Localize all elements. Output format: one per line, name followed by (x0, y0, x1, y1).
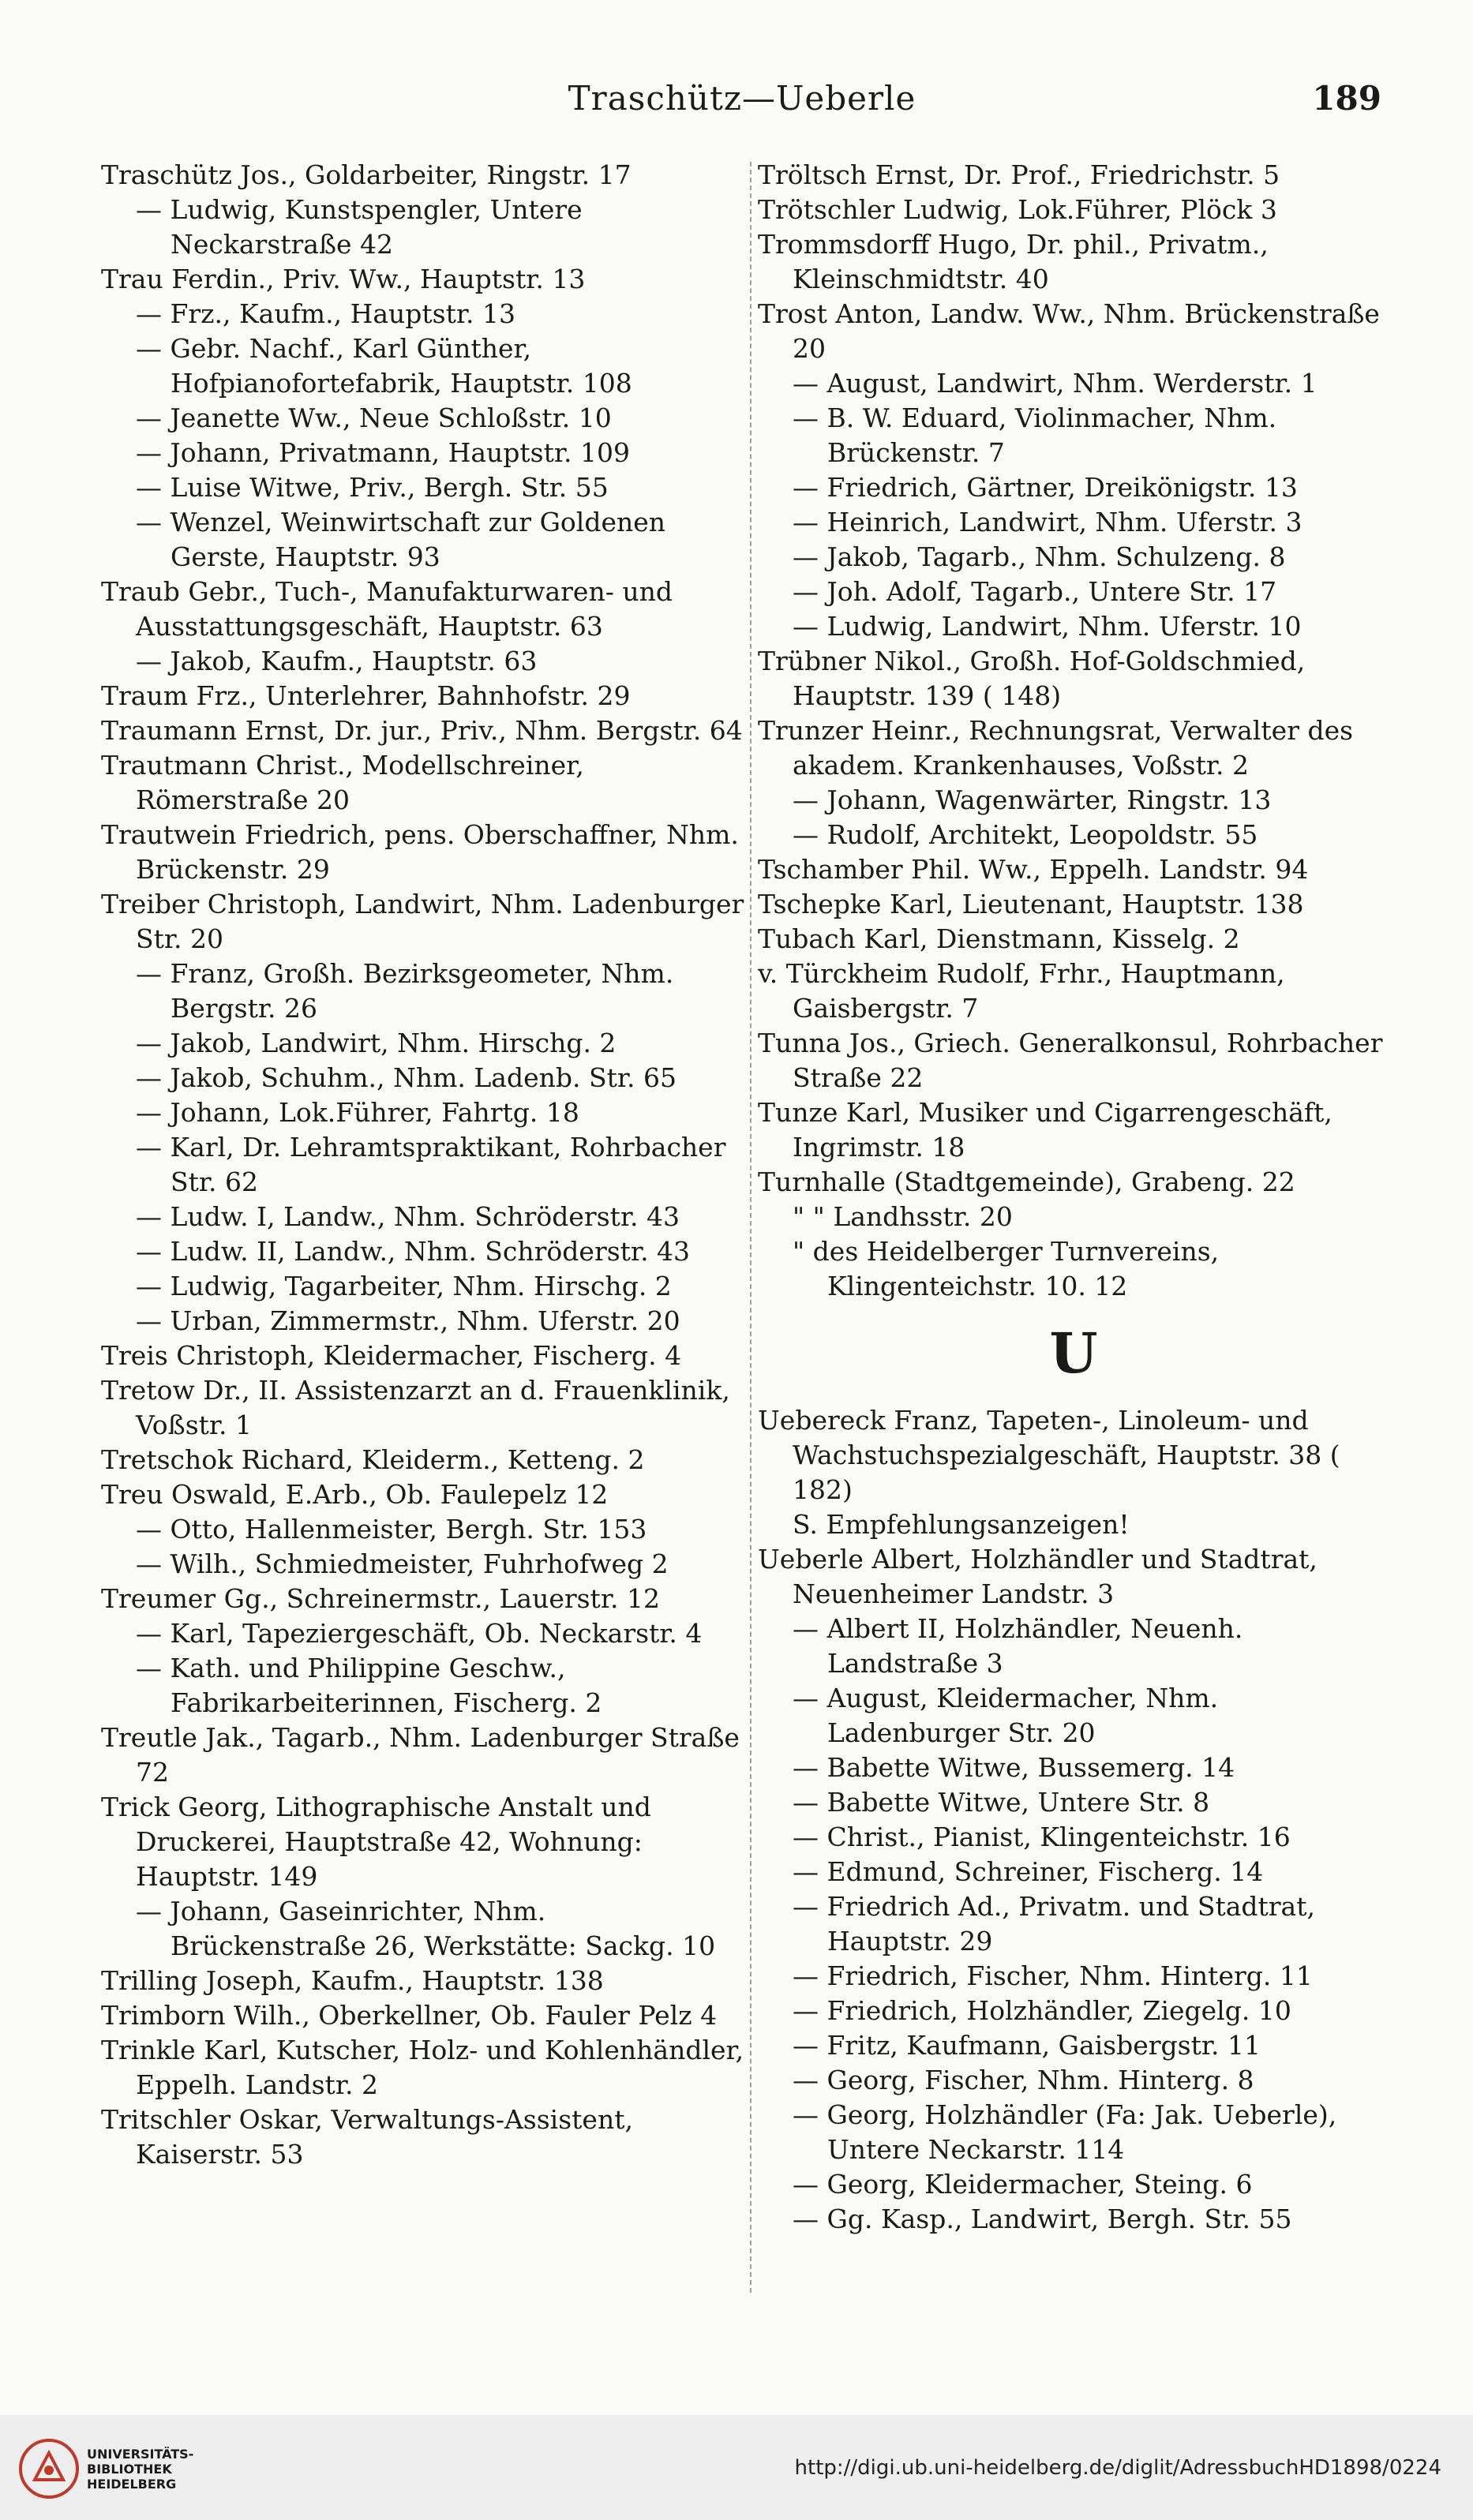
university-seal-icon (17, 2437, 81, 2500)
directory-entry (101, 957, 748, 1026)
entry-text: — Gg. Kasp., Landwirt, Bergh. Str. 55 (793, 2204, 1292, 2234)
directory-entry (758, 470, 1389, 505)
entry-text: Trau Ferdin., Priv. Ww., Hauptstr. 13 (101, 264, 586, 294)
directory-entry (758, 227, 1389, 297)
directory-entry (101, 331, 748, 401)
directory-entry (758, 1820, 1389, 1855)
directory-entry (758, 401, 1389, 470)
directory-entry (101, 2102, 748, 2172)
directory-entry (101, 193, 748, 262)
page-header (103, 79, 1381, 134)
entry-text: Tröltsch Ernst, Dr. Prof., Friedrichstr. 5 (758, 159, 1280, 190)
entry-text: " " Landhsstr. 20 (793, 1201, 1013, 1232)
entry-text: — Karl, Dr. Lehramtspraktikant, Rohrbacher Str. 62 (136, 1132, 726, 1197)
entry-text: Treutle Jak., Tagarb., Nhm. Ladenburger Straße 72 (101, 1722, 740, 1788)
directory-entry (758, 540, 1389, 575)
entry-text: — Ludw. II, Landw., Nhm. Schröderstr. 43 (136, 1236, 691, 1267)
directory-entry (101, 505, 748, 575)
entry-text: — Friedrich Ad., Privatm. und Stadtrat, Hauptstr. 29 (793, 1891, 1315, 1956)
directory-entry (101, 1061, 748, 1095)
entry-text: Trost Anton, Landw. Ww., Nhm. Brückenstraße 20 (758, 298, 1380, 364)
entry-text: Treumer Gg., Schreinermstr., Lauerstr. 12 (101, 1583, 660, 1614)
entry-text: Traum Frz., Unterlehrer, Bahnhofstr. 29 (101, 680, 631, 711)
entry-text: Turnhalle (Stadtgemeinde), Grabeng. 22 (758, 1166, 1295, 1197)
entry-text: — Ludwig, Kunstspengler, Untere Neckarstraße 42 (136, 194, 583, 260)
entry-text: — Babette Witwe, Untere Str. 8 (793, 1787, 1210, 1818)
directory-entry (101, 1443, 748, 1477)
entry-text: — Georg, Holzhändler (Fa: Jak. Ueberle), Untere Neckarstr. 114 (793, 2099, 1337, 2165)
entry-text: Treu Oswald, E.Arb., Ob. Faulepelz 12 (101, 1479, 609, 1510)
directory-entry (758, 1403, 1389, 1507)
directory-entry (101, 1964, 748, 1998)
entry-text: — Rudolf, Architekt, Leopoldstr. 55 (793, 819, 1258, 850)
directory-entry (758, 1234, 1389, 1304)
entry-text: — Friedrich, Gärtner, Dreikönigstr. 13 (793, 472, 1298, 503)
directory-entry (758, 1507, 1389, 1542)
directory-entry (101, 2033, 748, 2102)
entry-text: Tunze Karl, Musiker und Cigarrengeschäft, Ingrimstr. 18 (758, 1097, 1332, 1163)
entry-text: — Edmund, Schreiner, Fischerg. 14 (793, 1856, 1264, 1887)
directory-entry (758, 1994, 1389, 2028)
source-url[interactable]: http://digi.ub.uni-heidelberg.de/diglit/AdressbuchHD1898/0224 (794, 2456, 1441, 2480)
column-divider (750, 162, 751, 2293)
right-column (758, 158, 1389, 2237)
directory-entry (101, 1998, 748, 2033)
entry-text: — Georg, Fischer, Nhm. Hinterg. 8 (793, 2065, 1254, 2095)
directory-entry (101, 1234, 748, 1269)
entry-text: Trommsdorff Hugo, Dr. phil., Privatm., Kleinschmidtstr. 40 (758, 229, 1269, 294)
directory-entry (758, 505, 1389, 540)
footer-bar (0, 2415, 1473, 2520)
entry-text: Treiber Christoph, Landwirt, Nhm. Ladenburger Str. 20 (101, 889, 744, 954)
entry-text: S. Empfehlungsanzeigen! (793, 1509, 1130, 1540)
right-column-t-entries (758, 158, 1389, 1304)
directory-entry (101, 1339, 748, 1373)
entry-text: Tritschler Oskar, Verwaltungs-Assistent, Kaiserstr. 53 (101, 2104, 633, 2170)
entry-text: — Albert II, Holzhändler, Neuenh. Landstraße 3 (793, 1613, 1243, 1679)
directory-entry (101, 1582, 748, 1616)
entry-text: Tubach Karl, Dienstmann, Kisselg. 2 (758, 923, 1240, 954)
directory-entry (758, 818, 1389, 852)
entry-text: — Wilh., Schmiedmeister, Fuhrhofweg 2 (136, 1548, 669, 1579)
directory-entry (758, 1165, 1389, 1200)
entry-text: — Fritz, Kaufmann, Gaisbergstr. 11 (793, 2030, 1261, 2061)
directory-entry (758, 1751, 1389, 1785)
entry-text: Trötschler Ludwig, Lok.Führer, Plöck 3 (758, 194, 1277, 225)
entry-text: — Frz., Kaufm., Hauptstr. 13 (136, 298, 515, 329)
entry-text: — Johann, Privatmann, Hauptstr. 109 (136, 437, 630, 468)
directory-entry (758, 1612, 1389, 1681)
directory-entry (758, 575, 1389, 609)
directory-entry (758, 922, 1389, 957)
entry-text: — Ludwig, Tagarbeiter, Nhm. Hirschg. 2 (136, 1271, 672, 1301)
entry-text: — Johann, Gaseinrichter, Nhm. Brückenstraße 26, Werkstätte: Sackg. 10 (136, 1896, 716, 1961)
entry-text: — Friedrich, Holzhändler, Ziegelg. 10 (793, 1995, 1291, 2026)
directory-entry (101, 818, 748, 887)
directory-entry (758, 366, 1389, 401)
entry-text: — Wenzel, Weinwirtschaft zur Goldenen Gerste, Hauptstr. 93 (136, 507, 666, 572)
entry-text: Treis Christoph, Kleidermacher, Fischerg. 4 (101, 1340, 682, 1371)
entry-text: — Heinrich, Landwirt, Nhm. Uferstr. 3 (793, 507, 1302, 537)
entry-text: Trilling Joseph, Kaufm., Hauptstr. 138 (101, 1965, 604, 1996)
directory-entry (758, 1959, 1389, 1994)
entry-text: Trick Georg, Lithographische Anstalt und Druckerei, Hauptstraße 42, Wohnung: Hauptstr. 149 (101, 1792, 651, 1892)
directory-entry (758, 713, 1389, 783)
entry-text: Trübner Nikol., Großh. Hof-Goldschmied, Hauptstr. 139 ( 148) (758, 646, 1306, 711)
entry-text: — Joh. Adolf, Tagarb., Untere Str. 17 (793, 576, 1277, 607)
directory-entry (101, 1721, 748, 1790)
directory-entry (101, 1373, 748, 1443)
directory-entry (758, 2063, 1389, 2098)
entry-text: — August, Landwirt, Nhm. Werderstr. 1 (793, 368, 1317, 399)
directory-entry (758, 2202, 1389, 2237)
entry-text: Traumann Ernst, Dr. jur., Priv., Nhm. Bergstr. 64 (101, 715, 743, 746)
entry-text: Trautwein Friedrich, pens. Oberschaffner, Nhm. Brückenstr. 29 (101, 819, 739, 885)
directory-entry (758, 783, 1389, 818)
directory-entry (758, 297, 1389, 366)
entry-text: — Jeanette Ww., Neue Schloßstr. 10 (136, 403, 612, 433)
entry-text: — August, Kleidermacher, Nhm. Ladenburger Str. 20 (793, 1683, 1219, 1748)
directory-entry (101, 262, 748, 297)
directory-entry (758, 957, 1389, 1026)
directory-entry (758, 158, 1389, 193)
entry-text: Tschepke Karl, Lieutenant, Hauptstr. 138 (758, 889, 1304, 919)
entry-text: — Jakob, Landwirt, Nhm. Hirschg. 2 (136, 1028, 617, 1058)
directory-entry (101, 1651, 748, 1721)
entry-text: Ueberle Albert, Holzhändler und Stadtrat, Neuenheimer Landstr. 3 (758, 1544, 1317, 1609)
entry-text: — Jakob, Tagarb., Nhm. Schulzeng. 8 (793, 541, 1286, 572)
entry-text: — Kath. und Philippine Geschw., Fabrikarbeiterinnen, Fischerg. 2 (136, 1653, 602, 1718)
entry-text: — Jakob, Kaufm., Hauptstr. 63 (136, 646, 538, 676)
directory-entry (101, 575, 748, 644)
directory-entry (101, 401, 748, 436)
directory-entry (758, 1681, 1389, 1751)
directory-entry (758, 887, 1389, 922)
directory-entry (758, 1200, 1389, 1234)
directory-entry (101, 1512, 748, 1547)
directory-entry (758, 1855, 1389, 1889)
entry-text: — Luise Witwe, Priv., Bergh. Str. 55 (136, 472, 609, 503)
directory-entry (101, 1894, 748, 1964)
entry-text: — Johann, Lok.Führer, Fahrtg. 18 (136, 1097, 579, 1128)
directory-entry (101, 1130, 748, 1200)
entry-text: — Georg, Kleidermacher, Steing. 6 (793, 2169, 1253, 2200)
entry-text: Trunzer Heinr., Rechnungsrat, Verwalter des akadem. Krankenhauses, Voßstr. 2 (758, 715, 1354, 781)
directory-entry (758, 1026, 1389, 1095)
entry-text: — Karl, Tapeziergeschäft, Ob. Neckarstr. 4 (136, 1618, 703, 1649)
entry-text: — Babette Witwe, Bussemerg. 14 (793, 1752, 1235, 1783)
section-letter: U (1049, 1320, 1098, 1386)
directory-entry (758, 1542, 1389, 1612)
directory-entry (101, 158, 748, 193)
entry-text: Tretschok Richard, Kleiderm., Ketteng. 2 (101, 1444, 645, 1475)
page-number: 189 (1312, 79, 1381, 118)
entry-text: — Ludwig, Landwirt, Nhm. Uferstr. 10 (793, 611, 1302, 642)
entry-text: — Jakob, Schuhm., Nhm. Ladenb. Str. 65 (136, 1062, 677, 1093)
directory-entry (758, 2098, 1389, 2167)
directory-entry (758, 1095, 1389, 1165)
directory-entry (101, 1304, 748, 1339)
entry-text: — Christ., Pianist, Klingenteichstr. 16 (793, 1822, 1291, 1852)
entry-text: " des Heidelberger Turnvereins, Klingenteichstr. 10. 12 (793, 1236, 1220, 1301)
entry-text: Tschamber Phil. Ww., Eppelh. Landstr. 94 (758, 854, 1309, 885)
entry-text: Tunna Jos., Griech. Generalkonsul, Rohrbacher Straße 22 (758, 1028, 1383, 1093)
directory-entry (101, 1269, 748, 1304)
entry-text: — Otto, Hallenmeister, Bergh. Str. 153 (136, 1514, 647, 1545)
right-column-u-entries (758, 1403, 1389, 2237)
directory-entry (101, 1547, 748, 1582)
entry-text: — Ludw. I, Landw., Nhm. Schröderstr. 43 (136, 1201, 680, 1232)
directory-entry (101, 1477, 748, 1512)
entry-text: Trinkle Karl, Kutscher, Holz- und Kohlenhändler, Eppelh. Landstr. 2 (101, 2035, 744, 2100)
directory-entry (101, 644, 748, 679)
entry-text: — B. W. Eduard, Violinmacher, Nhm. Brückenstr. 7 (793, 403, 1277, 468)
entry-text: Traschütz Jos., Goldarbeiter, Ringstr. 17 (101, 159, 632, 190)
left-column (101, 158, 748, 2172)
directory-entry (101, 1616, 748, 1651)
directory-entry (101, 679, 748, 713)
directory-entry (758, 852, 1389, 887)
entry-text: v. Türckheim Rudolf, Frhr., Hauptmann, Gaisbergstr. 7 (758, 958, 1285, 1024)
directory-entry (101, 1200, 748, 1234)
directory-entry (101, 887, 748, 957)
directory-entry (758, 2167, 1389, 2202)
running-title: Traschütz—Ueberle (568, 79, 916, 118)
directory-entry (101, 470, 748, 505)
entry-text: — Friedrich, Fischer, Nhm. Hinterg. 11 (793, 1960, 1313, 1991)
entry-text: Uebereck Franz, Tapeten-, Linoleum- und Wachstuchspezialgeschäft, Hauptstr. 38 ( 182) (758, 1405, 1340, 1505)
directory-entry (101, 1026, 748, 1061)
directory-entry (758, 1889, 1389, 1959)
directory-entry (758, 644, 1389, 713)
entry-text: — Gebr. Nachf., Karl Günther, Hofpianofortefabrik, Hauptstr. 108 (136, 333, 632, 399)
entry-text: Trimborn Wilh., Oberkellner, Ob. Fauler Pelz 4 (101, 2000, 718, 2031)
directory-entry (758, 193, 1389, 227)
directory-entry (758, 2028, 1389, 2063)
directory-entry (101, 1095, 748, 1130)
directory-entry (758, 1785, 1389, 1820)
entry-text: — Johann, Wagenwärter, Ringstr. 13 (793, 784, 1272, 815)
directory-entry (101, 713, 748, 748)
entry-text: — Urban, Zimmermstr., Nhm. Uferstr. 20 (136, 1305, 680, 1336)
entry-text: Tretow Dr., II. Assistenzarzt an d. Frauenklinik, Voßstr. 1 (101, 1375, 730, 1440)
library-name: UNIVERSITÄTS- BIBLIOTHEK HEIDELBERG (87, 2447, 194, 2492)
entry-text: Traub Gebr., Tuch-, Manufakturwaren- und Ausstattungsgeschäft, Hauptstr. 63 (101, 576, 673, 642)
entry-text: Trautmann Christ., Modellschreiner, Römerstraße 20 (101, 750, 584, 815)
directory-entry (101, 436, 748, 470)
directory-entry (101, 1790, 748, 1894)
directory-entry (101, 748, 748, 818)
directory-entry (101, 297, 748, 331)
entry-text: — Franz, Großh. Bezirksgeometer, Nhm. Bergstr. 26 (136, 958, 674, 1024)
directory-entry (758, 609, 1389, 644)
